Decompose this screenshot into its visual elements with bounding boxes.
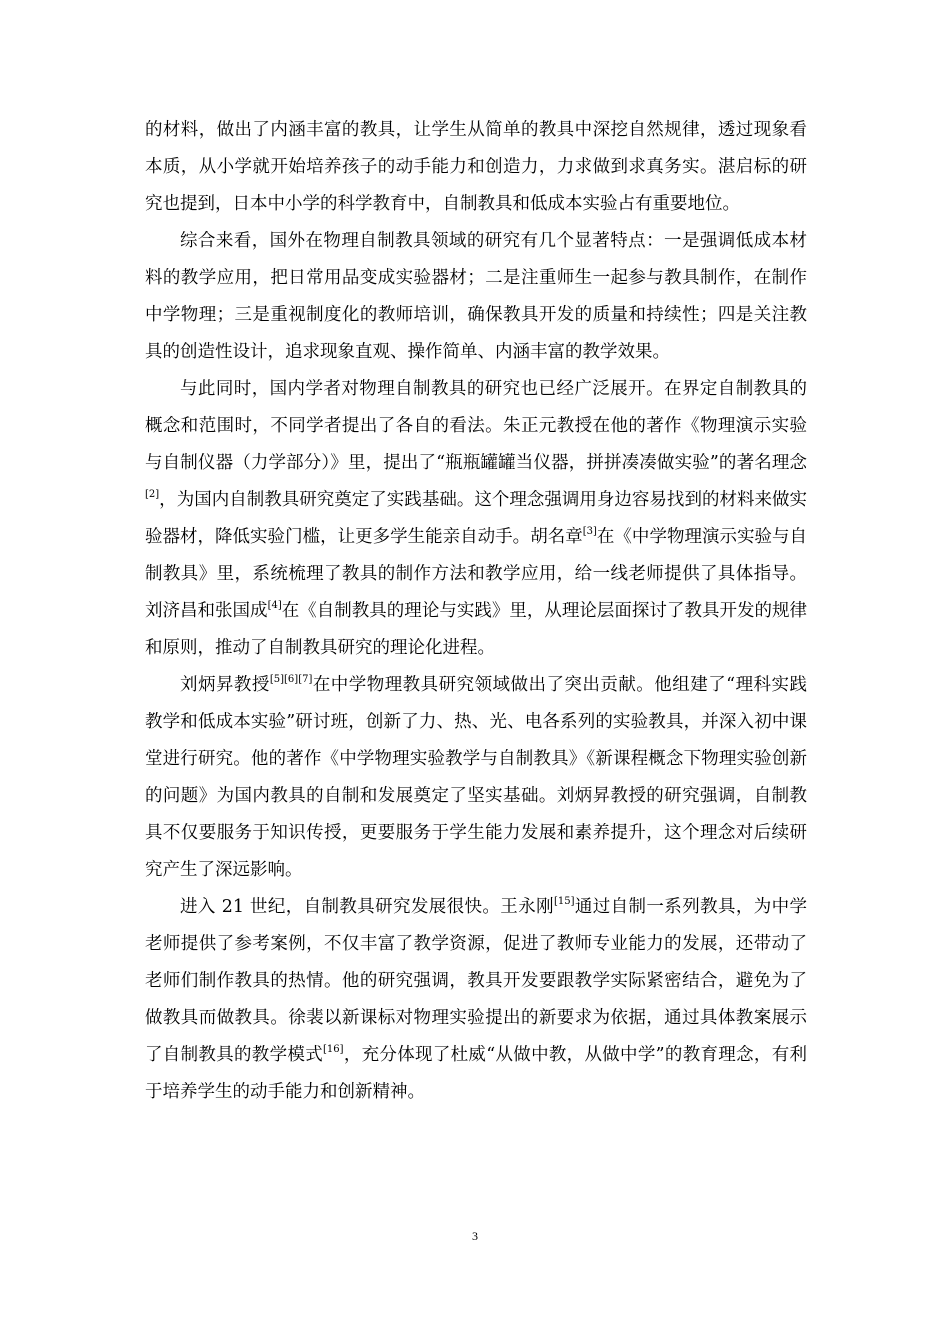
document-body (145, 112, 807, 1111)
paragraph-text: 在《中学物理演示实验与自制教具》里，系统梳理了教具的制作方法和教学应用，给一线老师提供了具体指导。刘济昌和张国成 (145, 527, 808, 621)
citation-reference: [4] (267, 600, 282, 611)
paragraph-text: 刘炳昇教授 (180, 675, 270, 695)
paragraph-text: 在中学物理教具研究领域做出了突出贡献。他组建了“理科实践教学和低成本实验”研讨班，创新了力、热、光、电各系列的实验教具，并深入初中课堂进行研究。他的著作《中学物理实验教学与自制教具》《新课程概念下物理实验创新的问题》为国内教具的自制和发展奠定了坚实基础。刘炳昇教授的研究强调，自制教具不仅要服务于知识传授，更要服务于学生能力发展和素养提升，这个理念对后续研究产生了深远影响。 (145, 675, 807, 880)
citation-reference: [3] (582, 526, 597, 537)
citation-reference: [16] (323, 1044, 344, 1055)
citation-reference: [2] (145, 489, 160, 500)
paragraph-text: 在《自制教具的理论与实践》里，从理论层面探讨了教具开发的规律和原则，推动了自制教具研究的理论化进程。 (145, 601, 807, 658)
paragraph-2 (145, 223, 807, 371)
paragraph-3 (145, 371, 807, 667)
citation-reference: [15] (553, 896, 575, 907)
paragraph-text: 进入 21 世纪，自制教具研究发展很快。王永刚 (180, 897, 554, 917)
paragraph-1 (145, 112, 807, 223)
paragraph-4 (145, 667, 807, 889)
paragraph-text: ，为国内自制教具研究奠定了实践基础。这个理念强调用身边容易找到的材料来做实验器材，降低实验门槛，让更多学生能亲自动手。胡名章 (145, 490, 807, 547)
citation-reference: [5][6][7] (269, 674, 313, 685)
paragraph-text: 的材料，做出了内涵丰富的教具，让学生从简单的教具中深挖自然规律，透过现象看本质，从小学就开始培养孩子的动手能力和创造力，力求做到求真务实。湛启标的研究也提到，日本中小学的科学教育中，自制教具和低成本实验占有重要地位。 (145, 120, 807, 214)
paragraph-text: ，充分体现了杜威“从做中教，从做中学”的教育理念，有利于培养学生的动手能力和创新精神。 (145, 1045, 807, 1102)
paragraph-text: 通过自制一系列教具，为中学老师提供了参考案例，不仅丰富了教学资源，促进了教师专业能力的发展，还带动了老师们制作教具的热情。他的研究强调，教具开发要跟教学实际紧密结合，避免为了做教具而做教具。徐裴以新课标对物理实验提出的新要求为依据，通过具体教案展示了自制教具的教学模式 (145, 897, 807, 1065)
paragraph-text: 与此同时，国内学者对物理自制教具的研究也已经广泛展开。在界定自制教具的概念和范围时，不同学者提出了各自的看法。朱正元教授在他的著作《物理演示实验与自制仪器（力学部分）》里，提出了“瓶瓶罐罐当仪器，拼拼凑凑做实验”的著名理念 (145, 379, 807, 473)
paragraph-text: 综合来看，国外在物理自制教具领域的研究有几个显著特点：一是强调低成本材料的教学应用，把日常用品变成实验器材；二是注重师生一起参与教具制作，在制作中学物理；三是重视制度化的教师培训，确保教具开发的质量和持续性；四是关注教具的创造性设计，追求现象直观、操作简单、内涵丰富的教学效果。 (145, 231, 807, 362)
paragraph-5 (145, 889, 807, 1111)
page-number: 3 (472, 1229, 478, 1243)
